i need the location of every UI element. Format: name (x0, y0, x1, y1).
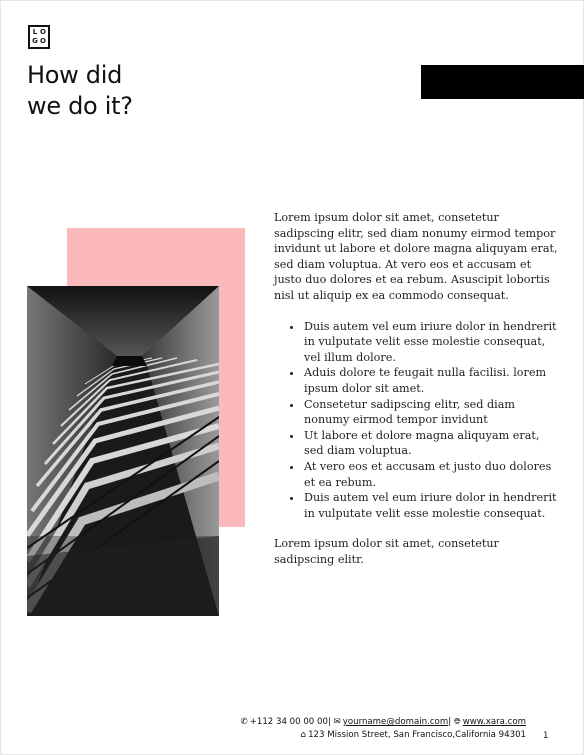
title-line-2: we do it? (27, 92, 133, 120)
footer-address: 123 Mission Street, San Francisco,California 94301 (308, 730, 526, 740)
outro-paragraph: Lorem ipsum dolor sit amet, consetetur sadipscing elitr. (274, 537, 499, 566)
header-black-bar (421, 65, 584, 99)
list-item: • Duis autem vel eum iriure dolor in hendrerit in vulputate velit esse molestie consequat, vel illum dolore. (303, 319, 559, 366)
list-item: • Consetetur sadipscing elitr, sed diam nonumy eirmod tempor invidunt (303, 397, 559, 428)
page-number: 1 (543, 731, 549, 741)
home-icon: ⌂ (300, 730, 307, 740)
footer-line-2 (240, 729, 526, 742)
building-photo-illustration (27, 286, 219, 616)
footer-contact (240, 716, 526, 742)
email-icon: ✉ (333, 717, 341, 727)
footer-website-link[interactable]: www.xara.com (462, 717, 526, 727)
logo-letter: L (32, 28, 38, 36)
list-item: • Aduis dolore te feugait nulla facilisi. lorem ipsum dolor sit amet. (303, 365, 559, 396)
title-line-1: How did (27, 61, 123, 89)
body-content (274, 210, 559, 582)
logo-letter: O (40, 28, 46, 36)
list-item: • At vero eos et accusam et justo duo dolores et ea rebum. (303, 459, 559, 490)
list-item: • Ut labore et dolore magna aliquyam erat, sed diam voluptua. (303, 428, 559, 459)
phone-icon: ✆ (240, 717, 248, 727)
list-item: • Duis autem vel eum iriure dolor in hendrerit in vulputate velit esse molestie consequat. (303, 490, 559, 521)
logo-letter: O (40, 37, 46, 45)
page-title (27, 60, 227, 122)
logo (28, 25, 50, 49)
footer-separator: | (448, 717, 452, 727)
logo-letter: G (32, 37, 38, 45)
bullet-list (274, 319, 559, 522)
footer-email-link[interactable]: yourname@domain.com (342, 717, 449, 727)
footer-line-1 (240, 716, 526, 729)
footer-phone: +112 34 00 00 00 (249, 717, 328, 727)
footer-separator: | (327, 717, 331, 727)
building-photo (27, 286, 219, 616)
intro-paragraph: Lorem ipsum dolor sit amet, consetetur sadipscing elitr, sed diam nonumy eirmod tempor invidunt ut labore et dolore magna aliquyam erat, sed diam voluptua. At vero eos et accusam et justo duo dolores et ea rebum. Asuscipit lobortis nisl ut aliquip ex ea commodo consequat. (274, 211, 558, 302)
globe-icon: 🌐︎ (453, 717, 461, 727)
